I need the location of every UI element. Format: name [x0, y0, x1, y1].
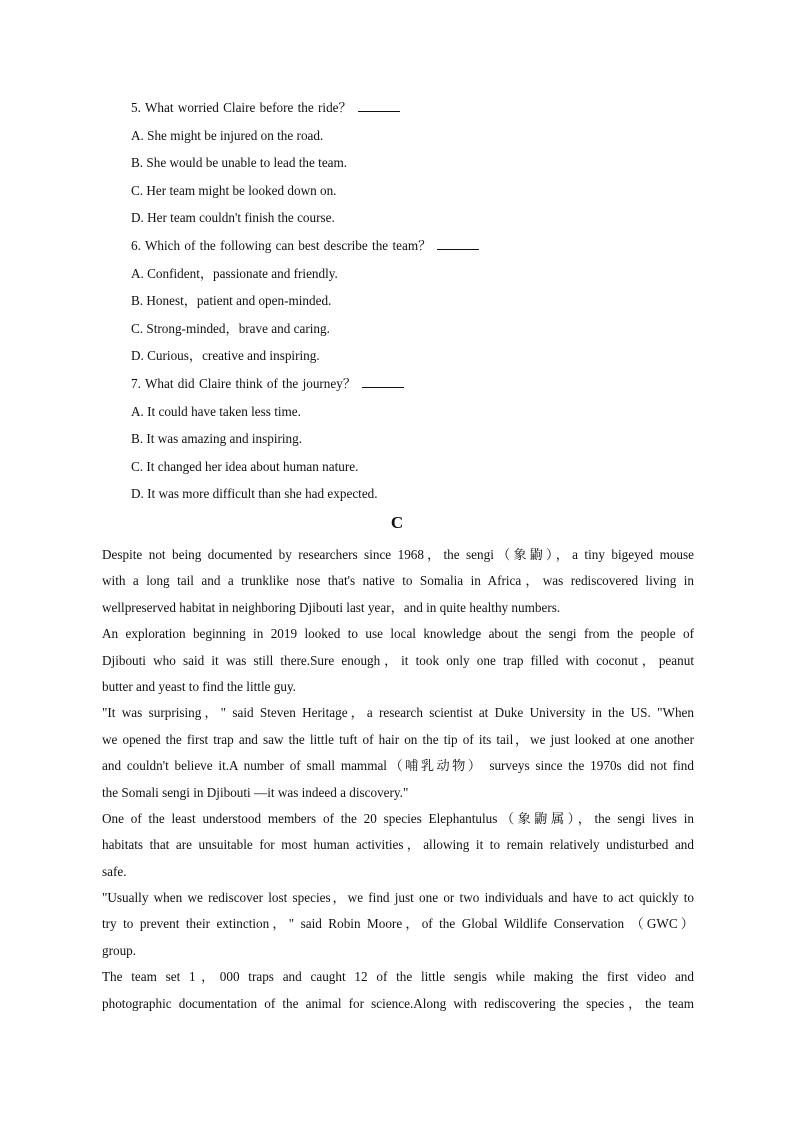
passage-line: with a long tail and a trunklike nose that's native to Somalia in Africa，was rediscovered living in: [102, 573, 694, 589]
passage-line: "It was surprising，" said Steven Heritage，a research scientist at Duke University in the US. "When: [102, 705, 694, 721]
option-6d: D. Curious，creative and inspiring.: [131, 348, 320, 364]
passage-line: An exploration beginning in 2019 looked to use local knowledge about the sengi from the people of: [102, 626, 694, 642]
option-7b: B. It was amazing and inspiring.: [131, 431, 303, 447]
reading-passage: [102, 542, 694, 1017]
option-7d: D. It was more difficult than she had expected.: [131, 486, 378, 502]
question-5-stem: 5. What worried Claire before the ride？: [131, 100, 352, 115]
option-7c: C. It changed her idea about human nature.: [131, 458, 359, 474]
question-5: [131, 94, 691, 122]
questions-block: [131, 94, 691, 508]
passage-line: One of the least understood members of the 20 species Elephantulus（象鼩属），the sengi lives in: [102, 810, 694, 826]
question-7-stem: 7. What did Claire think of the journey？: [131, 375, 357, 391]
passage-line: we opened the first trap and saw the little tuft of hair on the tip of its tail，we just looked at one another: [102, 731, 694, 747]
question-6-stem: 6. Which of the following can best describe the team？: [131, 237, 432, 253]
option-5b: B. She would be unable to lead the team.: [131, 155, 348, 171]
option-5d: D. Her team couldn't finish the course.: [131, 210, 335, 226]
question-7: [131, 370, 691, 398]
passage-line: "Usually when we rediscover lost species，we find just one or two individuals and have to act quickly to: [102, 890, 694, 906]
passage-line: safe.: [102, 863, 127, 879]
passage-line: Despite not being documented by researchers since 1968，the sengi（象鼩），a tiny bigeyed mouse: [102, 547, 694, 562]
option-6b: B. Honest，patient and open-minded.: [131, 293, 332, 309]
option-5c: C. Her team might be looked down on.: [131, 182, 337, 198]
passage-line: wellpreserved habitat in neighboring Djibouti last year，and in quite healthy numbers.: [102, 599, 561, 615]
answer-blank-6: [437, 237, 479, 250]
passage-line: group.: [102, 942, 137, 958]
passage-line: The team set 1，000 traps and caught 12 of the little sengis while making the first video and: [102, 969, 694, 985]
passage-line: butter and yeast to find the little guy.: [102, 678, 296, 694]
passage-line: Djibouti who said it was still there.Sure enough，it took only one trap filled with coconut，peanut: [102, 652, 694, 668]
option-6a: A. Confident，passionate and friendly.: [131, 265, 338, 281]
passage-line: photographic documentation of the animal for science.Along with rediscovering the species，the team: [102, 995, 694, 1011]
answer-blank-7: [362, 375, 404, 388]
option-5a: A. She might be injured on the road.: [131, 127, 324, 143]
question-6: [131, 232, 691, 260]
passage-line: the Somali sengi in Djibouti —it was indeed a discovery.": [102, 784, 409, 800]
passage-line: and couldn't believe it.A number of small mammal（哺乳动物） surveys since the 1970s did not find: [102, 758, 694, 774]
option-7a: A. It could have taken less time.: [131, 403, 301, 419]
passage-line: try to prevent their extinction，" said Robin Moore，of the Global Wildlife Conservation （GWC）: [102, 916, 694, 932]
section-title: C: [390, 513, 404, 532]
passage-line: habitats that are unsuitable for most human activities，allowing it to remain relatively undisturbed and: [102, 837, 694, 853]
answer-blank-5: [358, 99, 400, 112]
option-6c: C. Strong-minded，brave and caring.: [131, 320, 330, 336]
